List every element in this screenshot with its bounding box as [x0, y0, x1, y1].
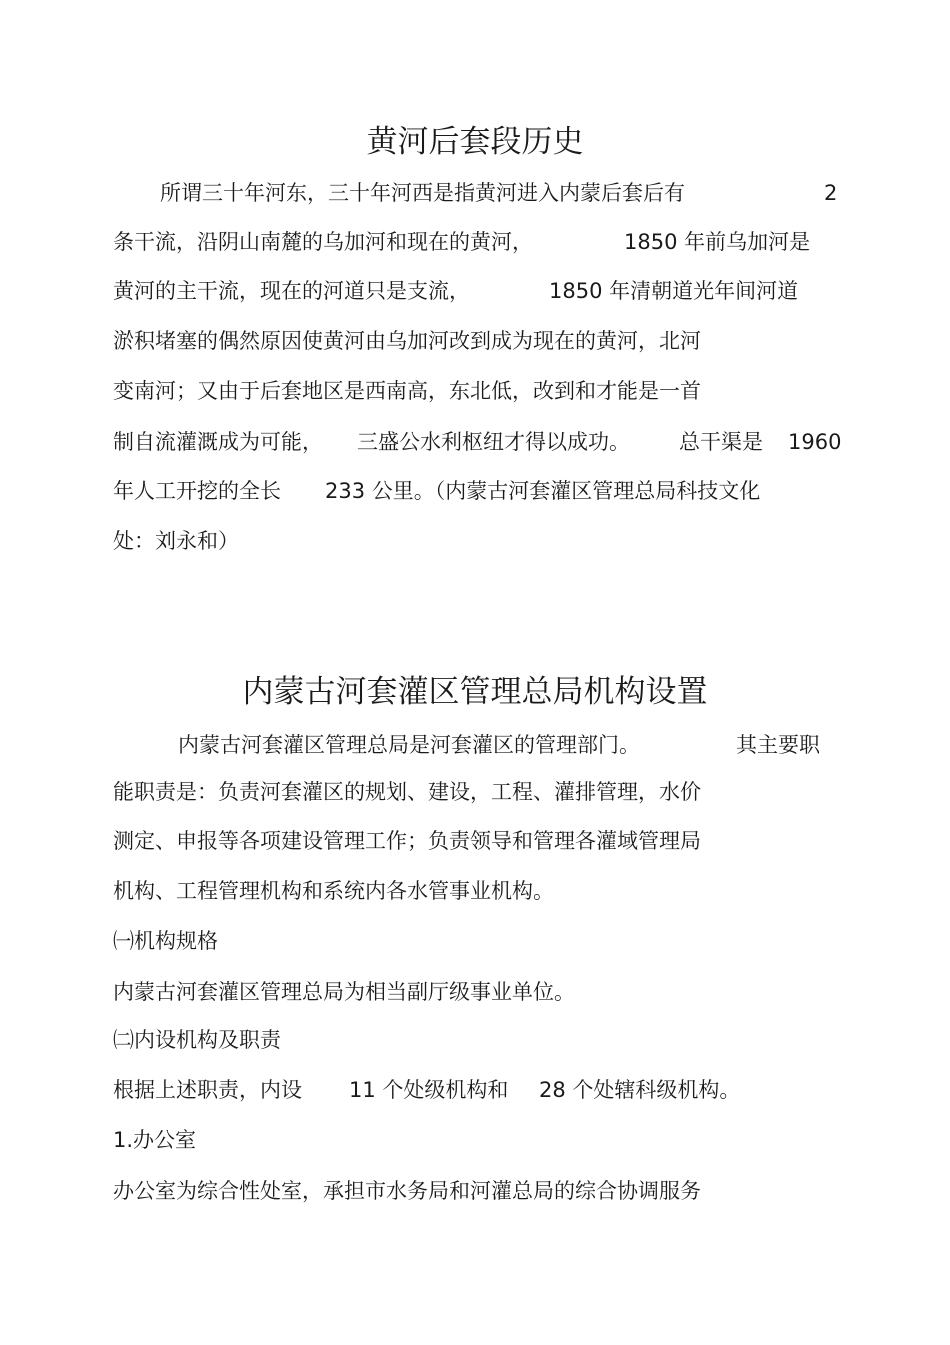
text-segment: 黄河的主干流，现在的河道只是支流，	[113, 279, 470, 303]
text-segment: 总干渠是	[679, 430, 763, 454]
text-segment: 条干流，沿阴山南麓的乌加河和现在的黄河，	[113, 230, 533, 254]
text-segment: 1850 年清朝道光年间河道	[549, 279, 799, 303]
paragraph-line: 淤积堵塞的偶然原因使黄河由乌加河改到成为现在的黄河，北河	[113, 329, 701, 353]
text-segment: 2	[824, 181, 838, 205]
text-segment: 年人工开挖的全长	[113, 479, 281, 503]
text-segment: 内蒙古河套灌区管理总局是河套灌区的管理部门。	[178, 733, 640, 757]
section-title-organization: 内蒙古河套灌区管理总局机构设置	[242, 674, 708, 710]
paragraph-line: 机构、工程管理机构和系统内各水管事业机构。	[113, 879, 554, 903]
section-title-history: 黄河后套段历史	[366, 124, 584, 160]
subheading: 1.办公室	[113, 1128, 197, 1152]
subheading: ㈡内设机构及职责	[113, 1028, 281, 1052]
paragraph-line: 办公室为综合性处室，承担市水务局和河灌总局的综合协调服务	[113, 1179, 701, 1203]
text-segment: 11 个处级机构和	[349, 1078, 509, 1102]
paragraph-line: 能职责是：负责河套灌区的规划、建设，工程、灌排管理，水价	[113, 780, 701, 804]
text-segment: 1960	[788, 430, 842, 454]
paragraph-line: 测定、申报等各项建设管理工作；负责领导和管理各灌域管理局	[113, 829, 701, 853]
text-segment: 28 个处辖科级机构。	[539, 1078, 741, 1102]
text-segment: 所谓三十年河东，三十年河西是指黄河进入内蒙后套后有	[160, 181, 685, 205]
text-segment: 三盛公水利枢纽才得以成功。	[357, 430, 630, 454]
subheading: ㈠机构规格	[113, 929, 218, 953]
paragraph-line: 变南河；又由于后套地区是西南高，东北低，改到和才能是一首	[113, 379, 701, 403]
text-segment: 制自流灌溉成为可能，	[113, 430, 323, 454]
text-segment: 233 公里。（内蒙古河套灌区管理总局科技文化	[325, 479, 761, 503]
paragraph-line: 内蒙古河套灌区管理总局为相当副厅级事业单位。	[113, 980, 575, 1004]
text-segment: 1850 年前乌加河是	[624, 230, 811, 254]
text-segment: 其主要职	[736, 733, 820, 757]
text-segment: 根据上述职责，内设	[113, 1078, 302, 1102]
paragraph-line: 处：刘永和）	[113, 529, 239, 553]
